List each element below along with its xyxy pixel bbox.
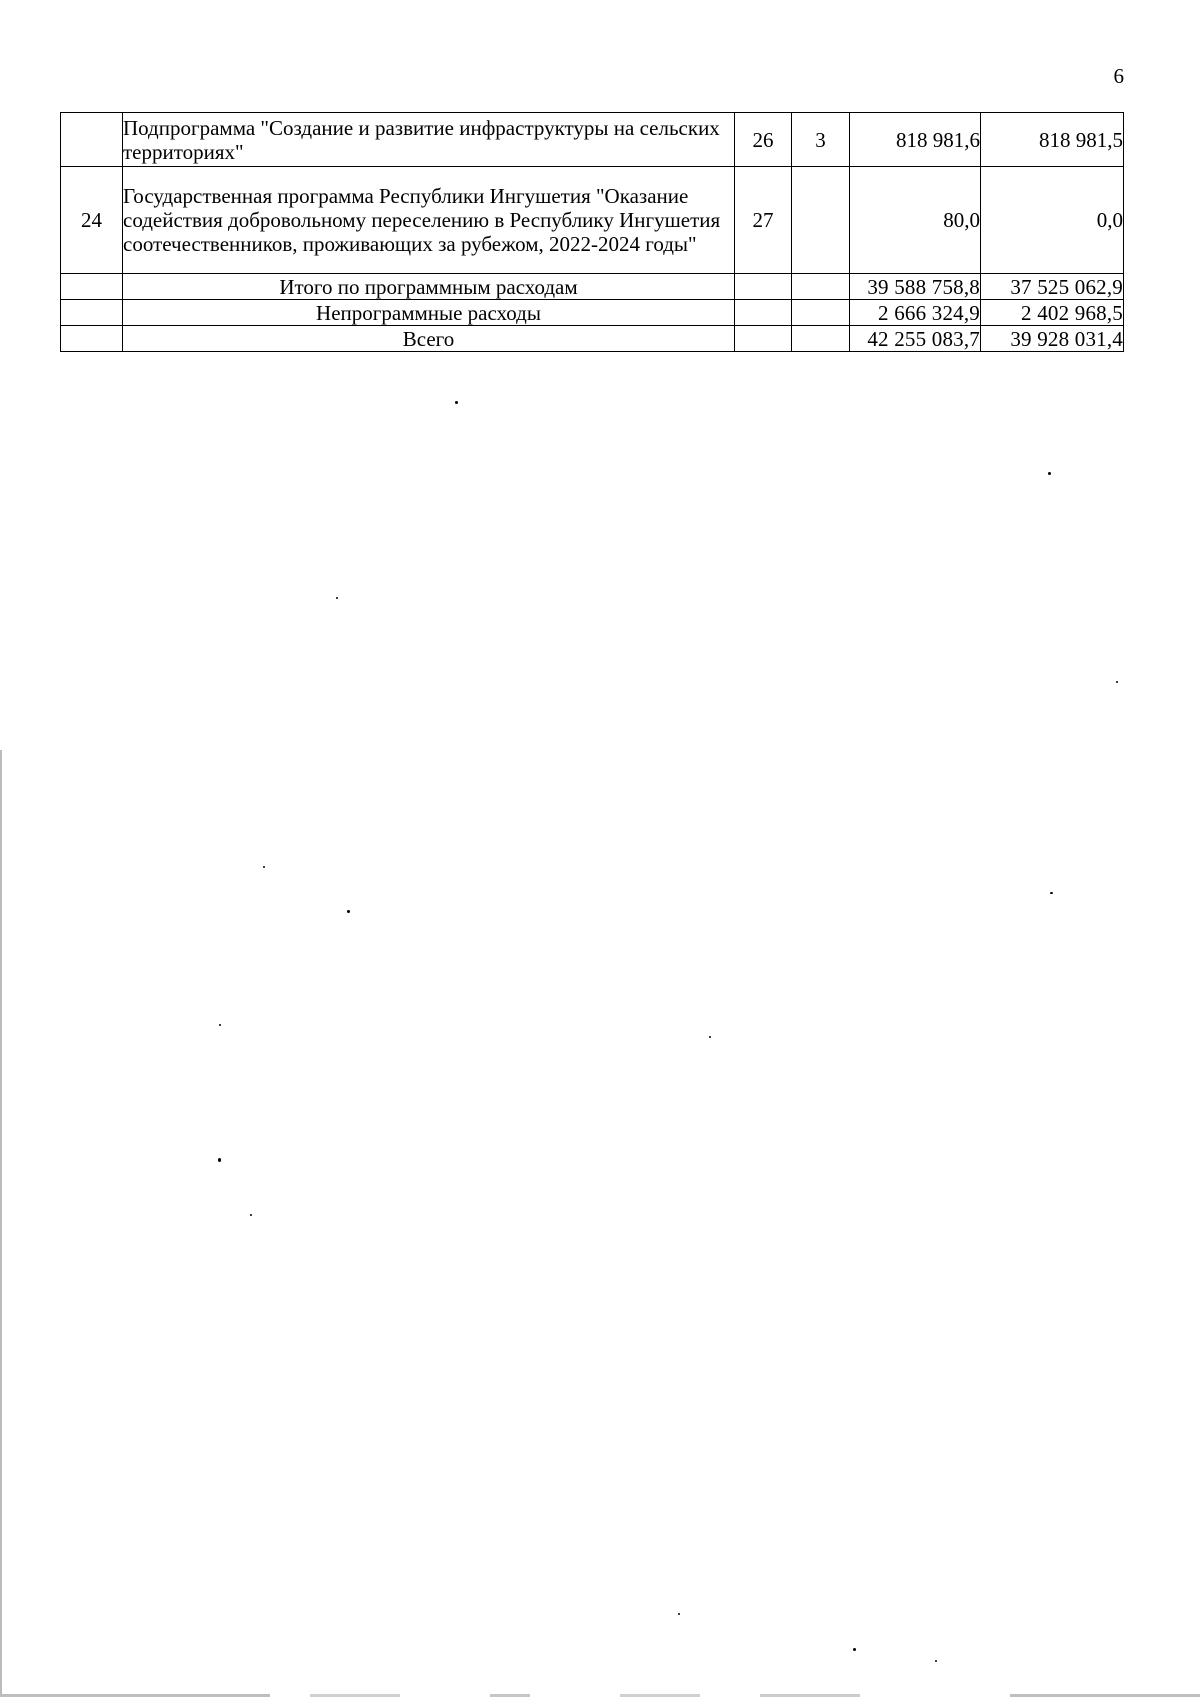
amount-planned: 818 981,6 [850, 113, 981, 167]
total-label: Всего [123, 326, 735, 352]
empty-cell [735, 274, 792, 300]
empty-cell [792, 274, 850, 300]
total-label: Итого по программным расходам [123, 274, 735, 300]
empty-cell [792, 326, 850, 352]
total-row-grand [61, 326, 1124, 352]
row-number [61, 113, 123, 167]
program-name: Государственная программа Республики Ингушетия "Оказание содействия добровольному переселению в Республику Ингушетия соотечественников, проживающих за рубежом, 2022-2024 годы" [123, 167, 735, 274]
empty-cell [61, 300, 123, 326]
total-planned: 2 666 324,9 [850, 300, 981, 326]
subprogram-code: 3 [792, 113, 850, 167]
total-executed: 37 525 062,9 [981, 274, 1124, 300]
amount-executed: 0,0 [981, 167, 1124, 274]
empty-cell [61, 326, 123, 352]
amount-planned: 80,0 [850, 167, 981, 274]
total-executed: 39 928 031,4 [981, 326, 1124, 352]
empty-cell [61, 274, 123, 300]
program-code: 26 [735, 113, 792, 167]
amount-executed: 818 981,5 [981, 113, 1124, 167]
program-name: Подпрограмма "Создание и развитие инфраструктуры на сельских территориях" [123, 113, 735, 167]
page-number: 6 [1113, 64, 1124, 88]
empty-cell [735, 326, 792, 352]
total-planned: 39 588 758,8 [850, 274, 981, 300]
program-code: 27 [735, 167, 792, 274]
table-row [61, 113, 1124, 167]
total-label: Непрограммные расходы [123, 300, 735, 326]
table-row [61, 167, 1124, 274]
empty-cell [792, 300, 850, 326]
empty-cell [735, 300, 792, 326]
row-number: 24 [61, 167, 123, 274]
total-planned: 42 255 083,7 [850, 326, 981, 352]
total-row-program [61, 274, 1124, 300]
subprogram-code [792, 167, 850, 274]
total-executed: 2 402 968,5 [981, 300, 1124, 326]
budget-table [60, 112, 1124, 352]
scan-edge-left [0, 750, 2, 1697]
total-row-nonprogram [61, 300, 1124, 326]
